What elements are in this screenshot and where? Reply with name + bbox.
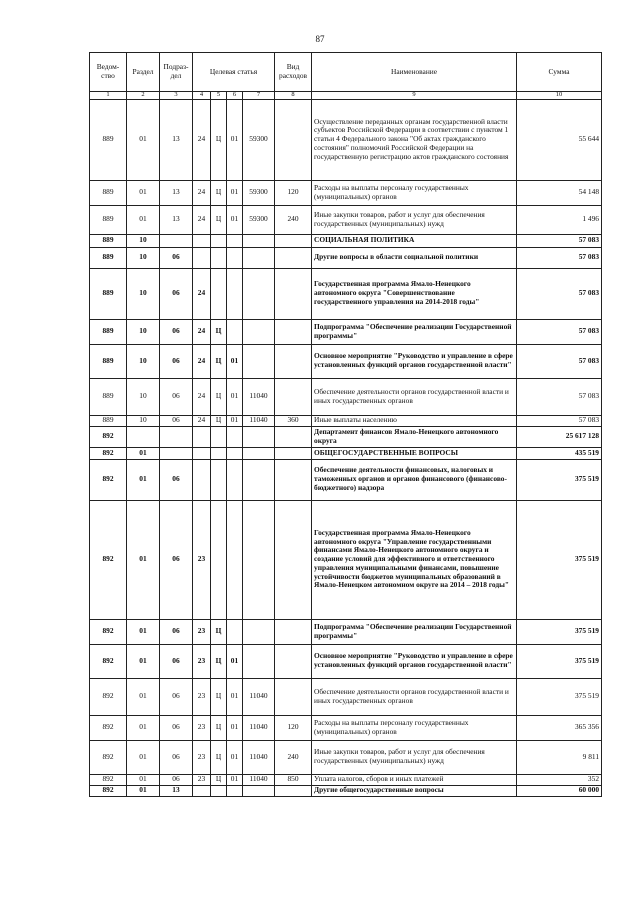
cell-name: Другие вопросы в области социальной политики — [312, 247, 517, 268]
cell-podrazdel: 06 — [160, 319, 193, 344]
cell-event — [227, 426, 243, 447]
table-row — [90, 715, 602, 740]
cell-direction: 11040 — [243, 378, 275, 415]
table-row — [90, 644, 602, 678]
cell-razdel: 10 — [127, 234, 160, 247]
cell-program: 24 — [193, 415, 211, 426]
cell-expense-type: 120 — [275, 715, 312, 740]
table-row — [90, 247, 602, 268]
cell-direction: 59300 — [243, 205, 275, 234]
cell-direction — [243, 500, 275, 619]
cell-expense-type — [275, 459, 312, 500]
cell-sum: 375 519 — [517, 644, 602, 678]
cell-direction: 11040 — [243, 415, 275, 426]
cell-sum: 57 083 — [517, 319, 602, 344]
table-row — [90, 785, 602, 796]
col-num: 2 — [127, 92, 160, 100]
cell-subprogram: Ц — [211, 180, 227, 205]
cell-subprogram: Ц — [211, 678, 227, 715]
cell-razdel: 01 — [127, 447, 160, 459]
cell-event — [227, 619, 243, 644]
cell-event: 01 — [227, 378, 243, 415]
cell-direction: 59300 — [243, 180, 275, 205]
cell-podrazdel: 06 — [160, 344, 193, 378]
cell-program: 24 — [193, 205, 211, 234]
cell-expense-type — [275, 378, 312, 415]
cell-ved: 892 — [90, 678, 127, 715]
cell-subprogram: Ц — [211, 715, 227, 740]
table-row — [90, 99, 602, 180]
cell-subprogram — [211, 500, 227, 619]
col-num: 1 — [90, 92, 127, 100]
cell-razdel: 10 — [127, 247, 160, 268]
cell-ved: 892 — [90, 447, 127, 459]
table-row — [90, 319, 602, 344]
cell-subprogram: Ц — [211, 344, 227, 378]
table-row — [90, 426, 602, 447]
cell-ved: 892 — [90, 715, 127, 740]
cell-podrazdel: 13 — [160, 99, 193, 180]
cell-name: Основное мероприятие "Руководство и управление в сфере установленных функций органов государственной власти" — [312, 344, 517, 378]
header-celevaya: Целевая статья — [193, 53, 275, 92]
cell-podrazdel: 13 — [160, 205, 193, 234]
cell-expense-type: 360 — [275, 415, 312, 426]
cell-event — [227, 234, 243, 247]
cell-direction — [243, 234, 275, 247]
header-vid: Вид расходов — [275, 53, 312, 92]
cell-podrazdel: 13 — [160, 180, 193, 205]
header-razdel: Раздел — [127, 53, 160, 92]
cell-program: 24 — [193, 344, 211, 378]
table-row — [90, 268, 602, 319]
cell-sum: 60 000 — [517, 785, 602, 796]
cell-ved: 892 — [90, 619, 127, 644]
cell-program: 23 — [193, 644, 211, 678]
cell-name: Другие общегосударственные вопросы — [312, 785, 517, 796]
cell-ved: 889 — [90, 415, 127, 426]
cell-ved: 889 — [90, 378, 127, 415]
cell-program: 24 — [193, 268, 211, 319]
cell-podrazdel: 06 — [160, 740, 193, 774]
cell-sum: 9 811 — [517, 740, 602, 774]
cell-razdel: 01 — [127, 740, 160, 774]
cell-expense-type — [275, 447, 312, 459]
header-name: Наименование — [312, 53, 517, 92]
cell-direction: 59300 — [243, 99, 275, 180]
cell-subprogram — [211, 268, 227, 319]
cell-name: Иные выплаты населению — [312, 415, 517, 426]
cell-razdel: 10 — [127, 319, 160, 344]
col-num: 10 — [517, 92, 602, 100]
cell-razdel: 01 — [127, 99, 160, 180]
cell-sum: 57 083 — [517, 247, 602, 268]
cell-program: 24 — [193, 99, 211, 180]
cell-event — [227, 785, 243, 796]
col-num: 5 — [211, 92, 227, 100]
cell-subprogram: Ц — [211, 99, 227, 180]
cell-ved: 889 — [90, 344, 127, 378]
cell-expense-type: 240 — [275, 740, 312, 774]
budget-table — [89, 52, 602, 797]
col-num: 8 — [275, 92, 312, 100]
cell-direction: 11040 — [243, 678, 275, 715]
cell-name: Обеспечение деятельности финансовых, налоговых и таможенных органов и органов финансового (финансово-бюджетного) надзора — [312, 459, 517, 500]
cell-event: 01 — [227, 205, 243, 234]
cell-name: Департамент финансов Ямало-Ненецкого автономного округа — [312, 426, 517, 447]
cell-expense-type: 120 — [275, 180, 312, 205]
table-row — [90, 234, 602, 247]
cell-name: Подпрограмма "Обеспечение реализации Государственной программы" — [312, 319, 517, 344]
cell-direction — [243, 344, 275, 378]
cell-razdel: 10 — [127, 344, 160, 378]
cell-direction — [243, 319, 275, 344]
cell-program: 24 — [193, 378, 211, 415]
cell-event — [227, 319, 243, 344]
cell-subprogram — [211, 459, 227, 500]
cell-expense-type — [275, 344, 312, 378]
cell-program — [193, 247, 211, 268]
cell-razdel: 10 — [127, 268, 160, 319]
cell-event: 01 — [227, 344, 243, 378]
cell-event: 01 — [227, 180, 243, 205]
cell-ved: 892 — [90, 459, 127, 500]
cell-name: Расходы на выплаты персоналу государственных (муниципальных) органов — [312, 180, 517, 205]
cell-podrazdel: 06 — [160, 678, 193, 715]
cell-sum: 375 519 — [517, 619, 602, 644]
col-num: 3 — [160, 92, 193, 100]
cell-event: 01 — [227, 415, 243, 426]
cell-expense-type — [275, 785, 312, 796]
table-row — [90, 459, 602, 500]
cell-event — [227, 247, 243, 268]
cell-name: Обеспечение деятельности органов государственной власти и иных государственных органов — [312, 378, 517, 415]
cell-razdel: 01 — [127, 180, 160, 205]
cell-name: Осуществление переданных органам государственной власти субъектов Российской Федерации в соответствии с пунктом 1 статьи 4 Федерального закона "Об актах гражданского состояния" полномочий Российской Федерации на государственную регистрацию актов гражданского состояния — [312, 99, 517, 180]
cell-podrazdel: 06 — [160, 644, 193, 678]
table-row — [90, 500, 602, 619]
col-num: 7 — [243, 92, 275, 100]
cell-program: 24 — [193, 319, 211, 344]
cell-direction — [243, 785, 275, 796]
cell-expense-type — [275, 644, 312, 678]
cell-name: СОЦИАЛЬНАЯ ПОЛИТИКА — [312, 234, 517, 247]
cell-event: 01 — [227, 740, 243, 774]
cell-expense-type: 850 — [275, 774, 312, 785]
cell-ved: 892 — [90, 644, 127, 678]
cell-sum: 365 356 — [517, 715, 602, 740]
cell-sum: 57 083 — [517, 268, 602, 319]
cell-podrazdel: 06 — [160, 774, 193, 785]
cell-name: Обеспечение деятельности органов государственной власти и иных государственных органов — [312, 678, 517, 715]
cell-expense-type — [275, 319, 312, 344]
cell-ved: 889 — [90, 205, 127, 234]
header-sum: Сумма — [517, 53, 602, 92]
cell-razdel: 01 — [127, 785, 160, 796]
cell-program — [193, 447, 211, 459]
cell-event — [227, 459, 243, 500]
cell-subprogram: Ц — [211, 319, 227, 344]
cell-sum: 352 — [517, 774, 602, 785]
cell-podrazdel — [160, 447, 193, 459]
cell-podrazdel: 06 — [160, 715, 193, 740]
cell-ved: 889 — [90, 319, 127, 344]
cell-sum: 1 496 — [517, 205, 602, 234]
table-row — [90, 344, 602, 378]
cell-razdel: 01 — [127, 715, 160, 740]
cell-direction: 11040 — [243, 774, 275, 785]
cell-sum: 55 644 — [517, 99, 602, 180]
cell-name: Уплата налогов, сборов и иных платежей — [312, 774, 517, 785]
cell-razdel: 01 — [127, 500, 160, 619]
cell-subprogram: Ц — [211, 205, 227, 234]
cell-subprogram — [211, 234, 227, 247]
header-podrazdel: Подраз-дел — [160, 53, 193, 92]
cell-event: 01 — [227, 774, 243, 785]
cell-name: Иные закупки товаров, работ и услуг для обеспечения государственных (муниципальных) нужд — [312, 740, 517, 774]
table-row — [90, 774, 602, 785]
table-row — [90, 447, 602, 459]
cell-event: 01 — [227, 715, 243, 740]
cell-podrazdel: 06 — [160, 619, 193, 644]
cell-name: Основное мероприятие "Руководство и управление в сфере установленных функций органов государственной власти" — [312, 644, 517, 678]
cell-sum: 54 148 — [517, 180, 602, 205]
cell-name: Государственная программа Ямало-Ненецкого автономного округа "Совершенствование государственного управления на 2014-2018 годы" — [312, 268, 517, 319]
cell-subprogram — [211, 785, 227, 796]
cell-ved: 892 — [90, 740, 127, 774]
col-num: 6 — [227, 92, 243, 100]
cell-ved: 892 — [90, 774, 127, 785]
cell-sum: 57 083 — [517, 344, 602, 378]
cell-razdel: 01 — [127, 619, 160, 644]
cell-razdel — [127, 426, 160, 447]
cell-ved: 892 — [90, 426, 127, 447]
cell-subprogram: Ц — [211, 740, 227, 774]
cell-direction — [243, 426, 275, 447]
cell-podrazdel: 06 — [160, 268, 193, 319]
cell-ved: 889 — [90, 247, 127, 268]
cell-program: 23 — [193, 500, 211, 619]
cell-name: Иные закупки товаров, работ и услуг для обеспечения государственных (муниципальных) нужд — [312, 205, 517, 234]
cell-direction — [243, 447, 275, 459]
cell-ved: 889 — [90, 180, 127, 205]
cell-subprogram: Ц — [211, 644, 227, 678]
cell-expense-type — [275, 678, 312, 715]
col-num: 9 — [312, 92, 517, 100]
cell-ved: 892 — [90, 785, 127, 796]
cell-sum: 25 617 128 — [517, 426, 602, 447]
cell-sum: 375 519 — [517, 678, 602, 715]
cell-sum: 57 083 — [517, 234, 602, 247]
header-ved: Ведом-ство — [90, 53, 127, 92]
cell-expense-type — [275, 268, 312, 319]
col-num: 4 — [193, 92, 211, 100]
cell-program — [193, 785, 211, 796]
cell-sum: 57 083 — [517, 378, 602, 415]
table-row — [90, 619, 602, 644]
cell-name: Государственная программа Ямало-Ненецкого автономного округа "Управление государственными финансами Ямало-Ненецкого автономного округа и создание условий для эффективного и ответственного управления муниципальными финансами, повышение устойчивости бюджетов муниципальных образований в Ямало-Ненецком автономном округе на 2014 – 2018 годы" — [312, 500, 517, 619]
table-row — [90, 678, 602, 715]
cell-name: Расходы на выплаты персоналу государственных (муниципальных) органов — [312, 715, 517, 740]
cell-expense-type — [275, 426, 312, 447]
cell-program: 24 — [193, 180, 211, 205]
cell-subprogram: Ц — [211, 619, 227, 644]
cell-event — [227, 500, 243, 619]
cell-sum: 375 519 — [517, 459, 602, 500]
cell-direction — [243, 644, 275, 678]
cell-sum: 375 519 — [517, 500, 602, 619]
cell-program: 23 — [193, 619, 211, 644]
cell-razdel: 01 — [127, 678, 160, 715]
cell-razdel: 10 — [127, 415, 160, 426]
cell-podrazdel: 06 — [160, 500, 193, 619]
cell-name: Подпрограмма "Обеспечение реализации Государственной программы" — [312, 619, 517, 644]
table-row — [90, 740, 602, 774]
cell-sum: 57 083 — [517, 415, 602, 426]
table-body — [90, 99, 602, 796]
cell-subprogram: Ц — [211, 378, 227, 415]
cell-direction: 11040 — [243, 740, 275, 774]
cell-podrazdel: 06 — [160, 247, 193, 268]
cell-program: 23 — [193, 715, 211, 740]
cell-expense-type — [275, 99, 312, 180]
cell-podrazdel — [160, 426, 193, 447]
cell-razdel: 01 — [127, 774, 160, 785]
cell-ved: 889 — [90, 99, 127, 180]
table-row — [90, 205, 602, 234]
cell-program — [193, 426, 211, 447]
header-row — [90, 53, 602, 92]
cell-event: 01 — [227, 99, 243, 180]
cell-razdel: 01 — [127, 644, 160, 678]
cell-podrazdel: 06 — [160, 459, 193, 500]
cell-event: 01 — [227, 644, 243, 678]
cell-program: 23 — [193, 740, 211, 774]
cell-ved: 889 — [90, 234, 127, 247]
cell-subprogram — [211, 247, 227, 268]
cell-sum: 435 519 — [517, 447, 602, 459]
cell-subprogram: Ц — [211, 774, 227, 785]
cell-subprogram — [211, 447, 227, 459]
cell-expense-type — [275, 234, 312, 247]
cell-program: 23 — [193, 678, 211, 715]
cell-direction — [243, 247, 275, 268]
cell-podrazdel: 13 — [160, 785, 193, 796]
cell-direction: 11040 — [243, 715, 275, 740]
column-number-row — [90, 92, 602, 100]
cell-expense-type: 240 — [275, 205, 312, 234]
table-row — [90, 415, 602, 426]
cell-razdel: 01 — [127, 459, 160, 500]
cell-program: 23 — [193, 774, 211, 785]
cell-direction — [243, 619, 275, 644]
table-row — [90, 180, 602, 205]
table-row — [90, 378, 602, 415]
cell-event: 01 — [227, 678, 243, 715]
cell-subprogram: Ц — [211, 415, 227, 426]
cell-expense-type — [275, 619, 312, 644]
cell-podrazdel: 06 — [160, 415, 193, 426]
cell-podrazdel — [160, 234, 193, 247]
cell-direction — [243, 459, 275, 500]
cell-razdel: 10 — [127, 378, 160, 415]
cell-subprogram — [211, 426, 227, 447]
cell-program — [193, 459, 211, 500]
cell-razdel: 01 — [127, 205, 160, 234]
cell-direction — [243, 268, 275, 319]
cell-program — [193, 234, 211, 247]
cell-ved: 889 — [90, 268, 127, 319]
cell-expense-type — [275, 247, 312, 268]
cell-event — [227, 268, 243, 319]
cell-podrazdel: 06 — [160, 378, 193, 415]
cell-name: ОБЩЕГОСУДАРСТВЕННЫЕ ВОПРОСЫ — [312, 447, 517, 459]
cell-event — [227, 447, 243, 459]
page-number: 87 — [315, 34, 325, 44]
cell-ved: 892 — [90, 500, 127, 619]
cell-expense-type — [275, 500, 312, 619]
